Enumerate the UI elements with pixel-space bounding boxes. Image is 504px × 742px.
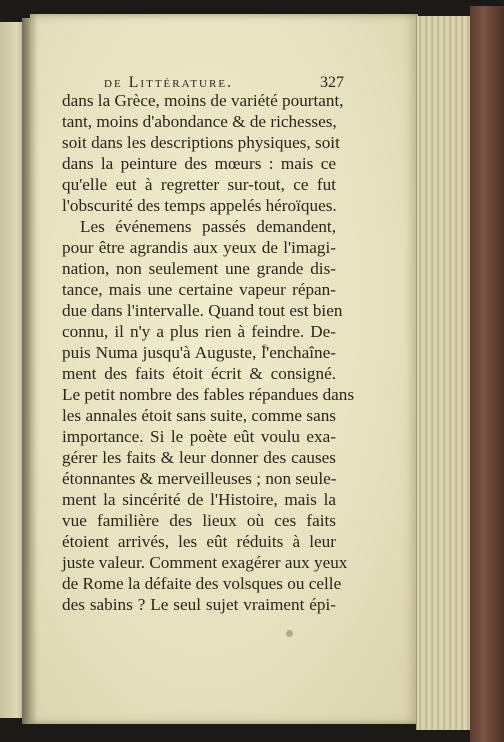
text-line: qu'elle eut à regretter sur-tout, ce fut: [62, 175, 336, 194]
text-line: dans la Grèce, moins de variété pourtant,: [62, 91, 344, 110]
page-number: 327: [320, 74, 344, 91]
text-line: nation, non seulement une grande dis-: [62, 259, 336, 278]
text-line: importance. Si le poète eût voulu exa-: [62, 427, 336, 446]
text-line: pour être agrandis aux yeux de l'imagi-: [62, 238, 336, 257]
text-line: étoient arrivés, les eût réduits à leur: [62, 532, 336, 551]
text-line: due dans l'intervalle. Quand tout est bien: [62, 301, 343, 320]
page-edges: [416, 16, 473, 730]
text-line: dans la peinture des mœurs : mais ce: [62, 154, 336, 173]
foxing-spot: [286, 630, 293, 637]
text-line: Le petit nombre des fables répandues dans: [62, 385, 355, 404]
book-cover: [470, 6, 504, 742]
text-line: l'obscurité des temps appelés héroïques.: [62, 196, 337, 215]
text-line: tance, mais une certaine vapeur répan-: [62, 280, 336, 299]
text-line: Les événemens passés demandent,: [80, 217, 336, 236]
text-line: ment des faits étoit écrit & consigné.: [62, 364, 336, 383]
text-line: soit dans les descriptions physiques, soit: [62, 133, 340, 152]
text-line: de Rome la défaite des volsques ou celle: [62, 574, 342, 593]
text-line: des sabins ? Le seul sujet vraiment épi-: [62, 595, 336, 614]
text-line: juste valeur. Comment exagérer aux yeux: [62, 553, 348, 572]
text-line: gérer les faits & leur donner des causes: [62, 448, 336, 467]
text-line: ment la sincérité de l'Histoire, mais la: [62, 490, 336, 509]
text-line: tant, moins d'abondance & de richesses,: [62, 112, 337, 131]
text-line: puis Numa jusqu'à Auguste, l'enchaîne-: [62, 343, 336, 362]
text-line: connu, il n'y a plus rien à feindre. De-: [62, 322, 336, 341]
text-line: vue familière des lieux où ces faits: [62, 511, 336, 530]
text-line: étonnantes & merveilleuses ; non seule-: [62, 469, 337, 488]
text-line: les annales étoit sans suite, comme sans: [62, 406, 336, 425]
running-title: de Littérature.: [104, 74, 234, 91]
